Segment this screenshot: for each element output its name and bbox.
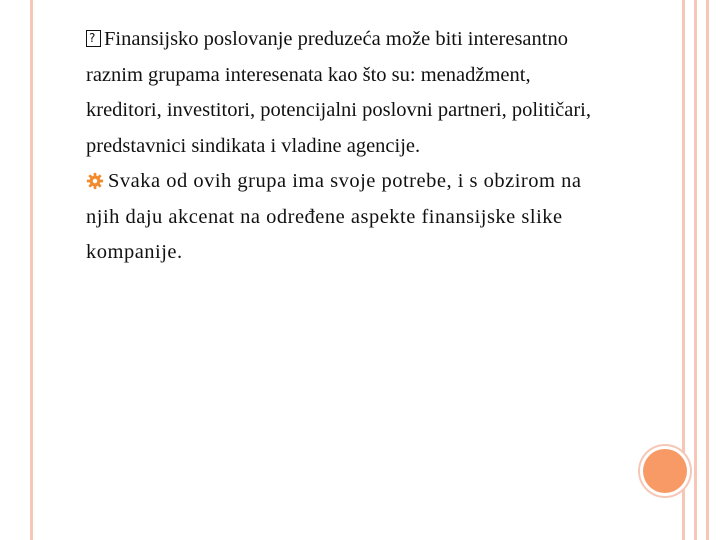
paragraph-2-text: Svaka od ovih grupa ima svoje potrebe, i s obzirom na njih daju akcenat na određene aspekte finansijske slike kompanije. [86, 170, 582, 263]
right-border-line-2 [694, 0, 697, 540]
paragraph-1 [86, 22, 606, 164]
paragraph-2 [86, 164, 606, 271]
missing-glyph-icon [86, 30, 101, 47]
paragraph-1-text: Finansijsko poslovanje preduzeća može biti interesantno raznim grupama interesenata kao što su: menadžment, kreditori, investitori, potencijalni poslovni partneri, političari, predstavnici sindikata i vladine agencije. [86, 28, 591, 157]
decorative-circle [643, 449, 687, 493]
right-border-line-3 [706, 0, 709, 540]
slide-body [86, 22, 606, 271]
gear-icon [86, 172, 104, 190]
left-border-line [30, 0, 33, 540]
